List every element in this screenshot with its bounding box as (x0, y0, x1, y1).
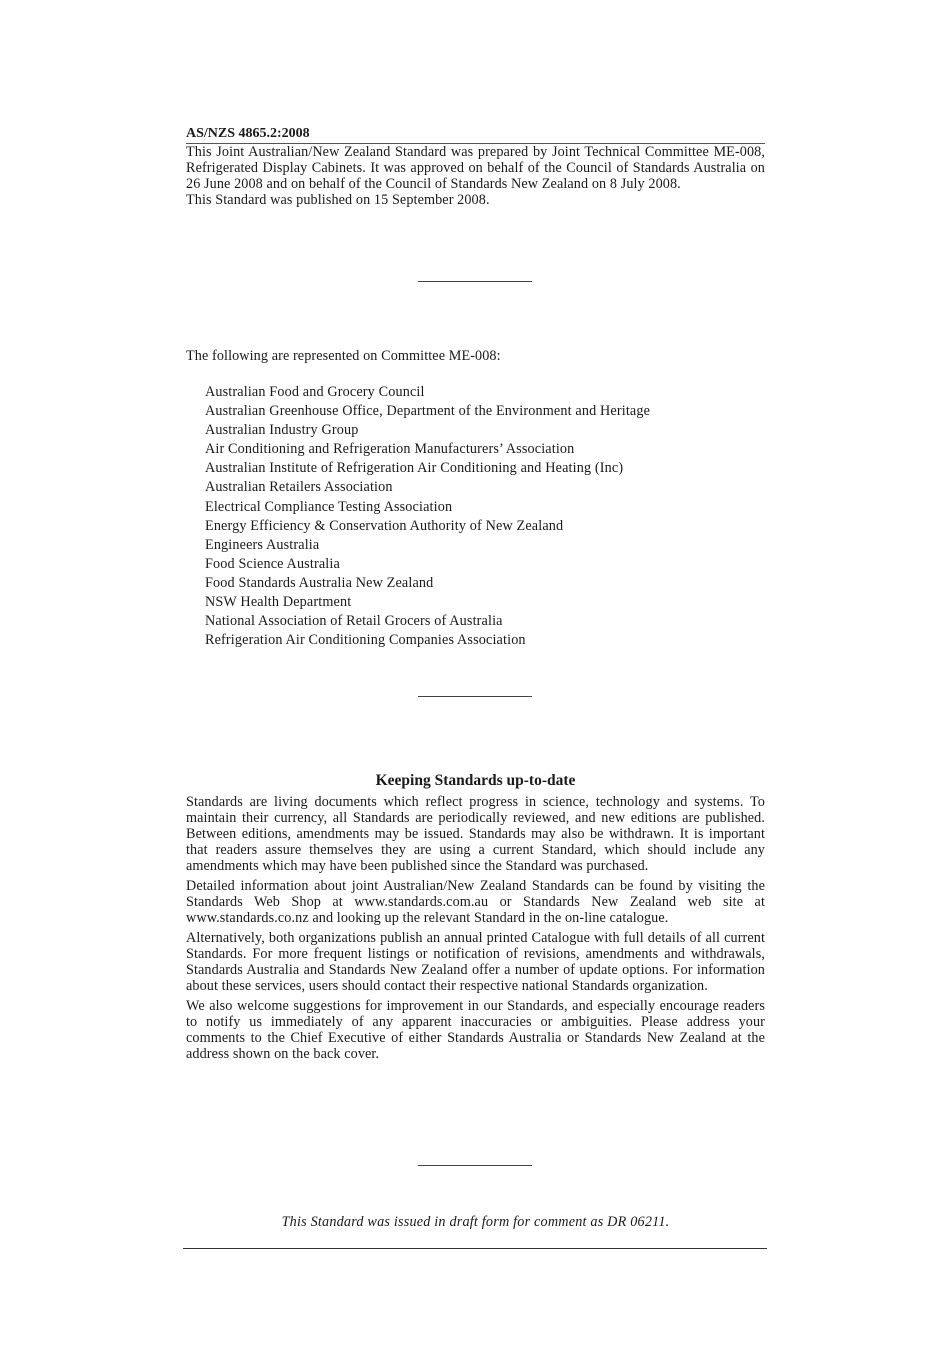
section-paragraph: We also welcome suggestions for improvement in our Standards, and especially encourage readers to notify us immediately of any apparent inaccuracies or ambiguities. Please address your comments to the Chief Executive of either Standards Australia or Standards New Zealand at the address shown on the back cover. (186, 998, 765, 1062)
committee-member: Food Standards Australia New Zealand (205, 574, 434, 591)
committee-member: Energy Efficiency & Conservation Authority of New Zealand (205, 517, 564, 534)
section-paragraph: Alternatively, both organizations publish an annual printed Catalogue with full details of all current Standards. For more frequent listings or notification of revisions, amendments and withdrawals, Standards Australia and Standards New Zealand offer a number of update options. For information about these services, users should contact their respective national Standards organization. (186, 930, 765, 994)
committee-member: Australian Industry Group (205, 422, 359, 439)
committee-member-list (205, 383, 650, 650)
section-paragraph: Standards are living documents which reflect progress in science, technology and systems. To maintain their currency, all Standards are periodically reviewed, and new editions are published. Between editions, amendments may be issued. Standards may also be withdrawn. It is important that readers assure themselves they are using a current Standard, which should include any amendments which may have been published since the Standard was purchased. (186, 794, 765, 874)
section-body (186, 794, 765, 1066)
publication-date-paragraph: This Standard was published on 15 September 2008. (186, 192, 490, 208)
committee-member: NSW Health Department (205, 594, 352, 611)
committee-member: Engineers Australia (205, 536, 320, 553)
divider-2 (418, 696, 532, 697)
committee-member: Electrical Compliance Testing Association (205, 498, 453, 515)
bottom-rule (183, 1248, 767, 1249)
section-paragraph: Detailed information about joint Australian/New Zealand Standards can be found by visiting the Standards Web Shop at www.standards.com.au or Standards New Zealand web site at www.standards.co.nz and looking up the relevant Standard in the on-line catalogue. (186, 878, 765, 926)
committee-member: Air Conditioning and Refrigeration Manufacturers’ Association (205, 441, 575, 458)
document-id: AS/NZS 4865.2:2008 (186, 126, 765, 144)
committee-member: Australian Institute of Refrigeration Air Conditioning and Heating (Inc) (205, 460, 624, 477)
divider-3 (418, 1165, 532, 1166)
draft-note: This Standard was issued in draft form for comment as DR 06211. (281, 1214, 670, 1230)
committee-member: Australian Retailers Association (205, 479, 393, 496)
preparation-statement (186, 144, 765, 208)
divider-1 (418, 281, 532, 282)
committee-member: Food Science Australia (205, 555, 340, 572)
committee-intro: The following are represented on Committee ME-008: (186, 348, 501, 364)
committee-member: Refrigeration Air Conditioning Companies Association (205, 632, 526, 649)
committee-member: Australian Greenhouse Office, Department of the Environment and Heritage (205, 403, 651, 420)
preparation-paragraph: This Joint Australian/New Zealand Standard was prepared by Joint Technical Committee ME-008, Refrigerated Display Cabinets. It was approved on behalf of the Council of Standards Australia on 26 June 2008 and on behalf of the Council of Standards New Zealand on 8 July 2008. (186, 144, 765, 192)
committee-member: Australian Food and Grocery Council (205, 384, 425, 400)
section-title: Keeping Standards up-to-date (375, 772, 576, 789)
committee-member: National Association of Retail Grocers of Australia (205, 613, 503, 630)
